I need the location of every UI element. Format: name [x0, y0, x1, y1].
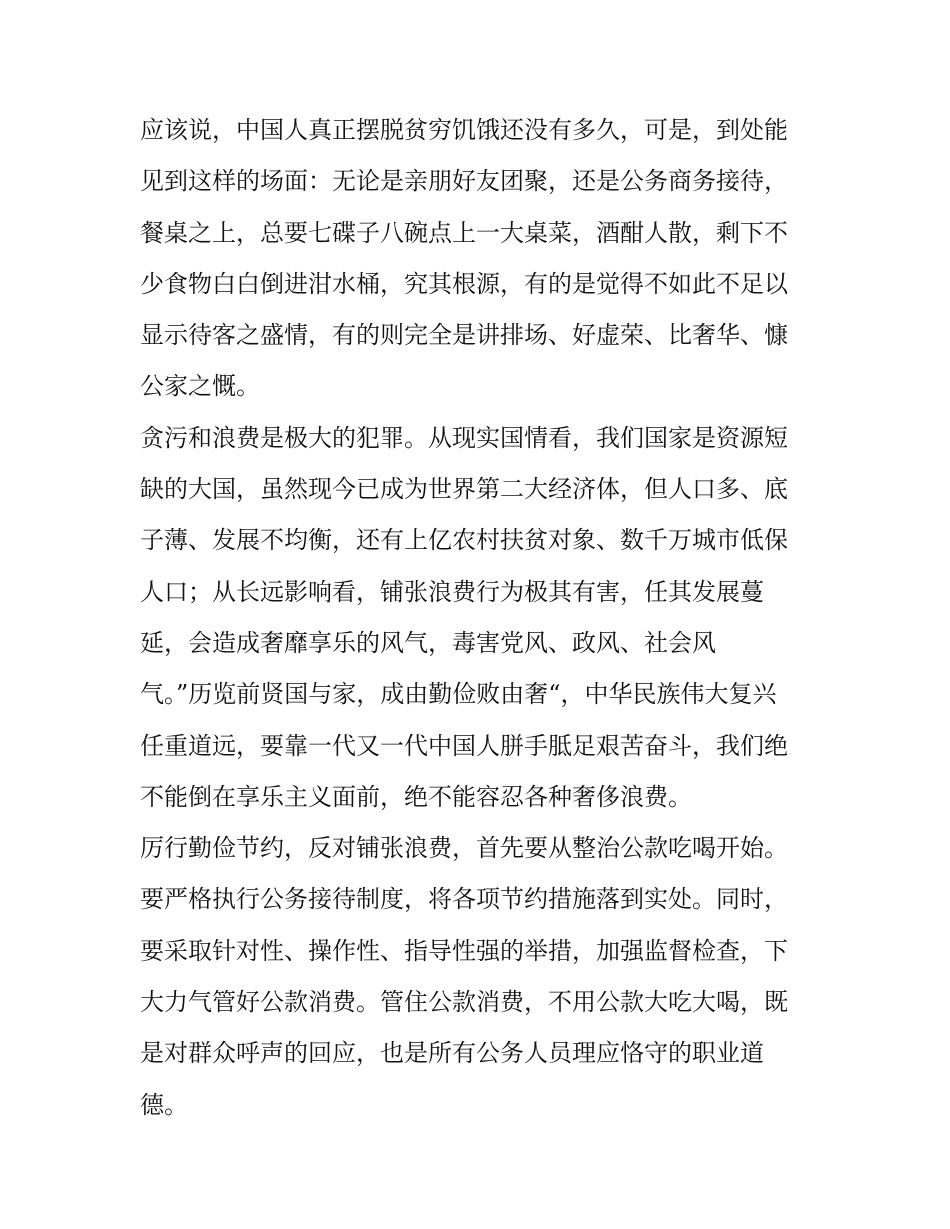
- text-line: 贪污和浪费是极大的犯罪。从现实国情看，我们国家是资源短: [140, 423, 788, 452]
- text-line: 不能倒在享乐主义面前，绝不能容忍各种奢侈浪费。: [140, 782, 692, 811]
- text-line: 少食物白白倒进泔水桶，究其根源，有的是觉得不如此不足以: [140, 269, 788, 298]
- text-line: 德。: [140, 1090, 188, 1119]
- text-line: 要严格执行公务接待制度，将各项节约措施落到实处。同时，: [140, 885, 788, 914]
- text-line: 要采取针对性、操作性、指导性强的举措，加强监督检查，下: [140, 936, 788, 965]
- text-line: 厉行勤俭节约，反对铺张浪费，首先要从整治公款吃喝开始。: [140, 834, 788, 863]
- text-line: 公家之慨。: [140, 372, 260, 401]
- text-line: 气。”历览前贤国与家，成由勤俭败由奢“，中华民族伟大复兴: [140, 680, 777, 709]
- text-line: 子薄、发展不均衡，还有上亿农村扶贫对象、数千万城市低保: [140, 526, 788, 555]
- text-line: 人口；从长远影响看，铺张浪费行为极其有害，任其发展蔓: [140, 577, 764, 606]
- text-line: 应该说，中国人真正摆脱贫穷饥饿还没有多久，可是，到处能: [140, 116, 788, 144]
- text-line: 延，会造成奢靡享乐的风气，毒害党风、政风、社会风: [140, 628, 716, 657]
- paragraph-1: [140, 105, 820, 413]
- text-line: 是对群众呼声的回应，也是所有公务人员理应恪守的职业道: [140, 1039, 764, 1068]
- text-line: 任重道远，要靠一代又一代中国人胼手胝足艰苦奋斗，我们绝: [140, 731, 788, 760]
- paragraph-2: [140, 413, 820, 823]
- document-body: [140, 105, 820, 1131]
- text-line: 缺的大国，虽然现今已成为世界第二大经济体，但人口多、底: [140, 475, 788, 504]
- paragraph-3: [140, 823, 820, 1131]
- text-line: 餐桌之上，总要七碟子八碗点上一大桌菜，酒酣人散，剩下不: [140, 218, 788, 247]
- text-line: 大力气管好公款消费。管住公款消费，不用公款大吃大喝，既: [140, 988, 788, 1017]
- text-line: 显示待客之盛情，有的则完全是讲排场、好虚荣、比奢华、慷: [140, 321, 788, 350]
- text-line: 见到这样的场面：无论是亲朋好友团聚，还是公务商务接待，: [140, 167, 788, 196]
